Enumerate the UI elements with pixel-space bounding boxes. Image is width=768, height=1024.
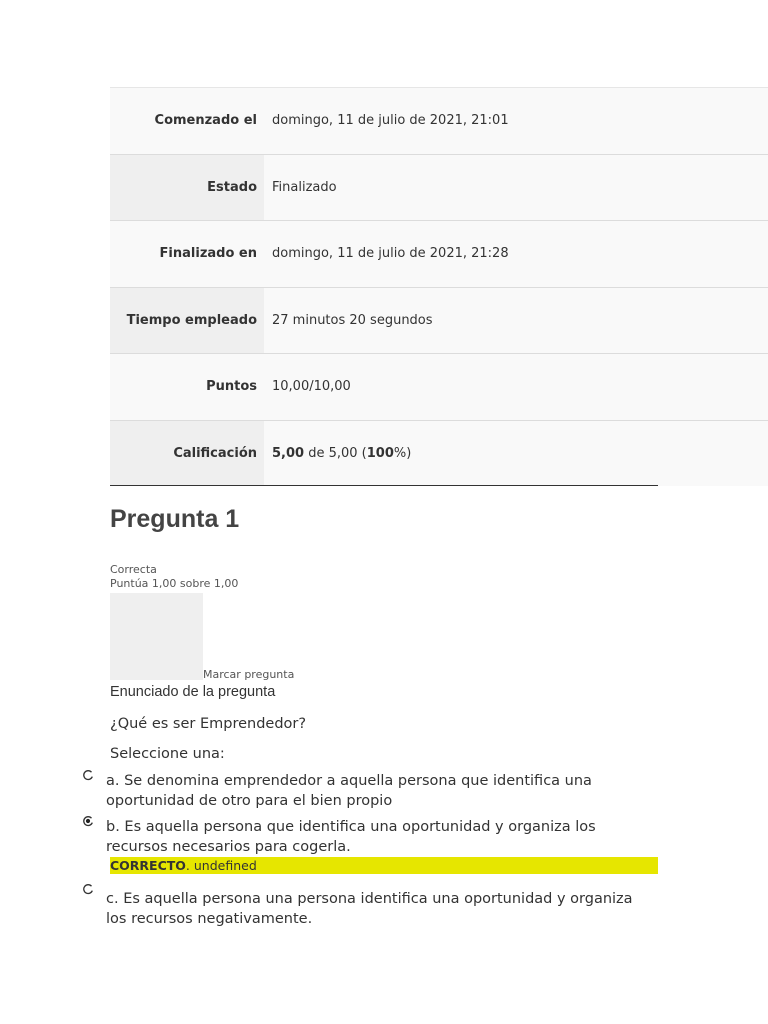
option-a[interactable]: a. Se denomina emprendedor a aquella persona que identifica una oportunidad de otro para el bien propio bbox=[106, 773, 592, 809]
summary-label: Finalizado en bbox=[159, 246, 257, 262]
summary-label: Calificación bbox=[110, 421, 264, 487]
summary-label: Puntos bbox=[206, 379, 257, 395]
attempt-summary-table bbox=[110, 87, 768, 486]
grade-score: 5,00 bbox=[272, 445, 305, 461]
select-prompt: Seleccione una: bbox=[110, 746, 225, 762]
summary-value: 27 minutos 20 segundos bbox=[272, 312, 433, 328]
radio-option-a-icon[interactable] bbox=[82, 769, 94, 781]
summary-label: Estado bbox=[110, 155, 264, 221]
summary-row-points bbox=[110, 353, 768, 420]
summary-row-started bbox=[110, 87, 768, 154]
summary-row-state bbox=[110, 154, 768, 221]
question-text: ¿Qué es ser Emprendedor? bbox=[110, 716, 307, 732]
question-statement-header: Enunciado de la pregunta bbox=[110, 684, 276, 700]
summary-label: Tiempo empleado bbox=[110, 288, 264, 354]
summary-value: Finalizado bbox=[272, 179, 337, 195]
radio-option-b-selected-icon[interactable] bbox=[82, 815, 94, 827]
summary-row-finished bbox=[110, 220, 768, 287]
summary-label: Comenzado el bbox=[154, 113, 257, 129]
flag-question-link[interactable]: Marcar pregunta bbox=[203, 668, 295, 681]
feedback-text: . undefined bbox=[185, 858, 257, 873]
question-info bbox=[110, 563, 238, 591]
summary-value: domingo, 11 de julio de 2021, 21:01 bbox=[272, 113, 509, 129]
table-divider bbox=[110, 485, 658, 486]
feedback-status: CORRECTO bbox=[110, 858, 186, 873]
grade-percent: 100 bbox=[366, 445, 394, 461]
grade-text-end: %) bbox=[393, 445, 412, 461]
summary-row-grade bbox=[110, 420, 768, 487]
flag-icon[interactable] bbox=[110, 593, 203, 680]
summary-value-grade bbox=[264, 421, 768, 487]
grade-text: de 5,00 ( bbox=[304, 445, 367, 461]
summary-value: domingo, 11 de julio de 2021, 21:28 bbox=[272, 246, 509, 262]
summary-value: 10,00/10,00 bbox=[272, 379, 351, 395]
question-title: Pregunta 1 bbox=[110, 505, 240, 533]
question-status: Correcta bbox=[110, 563, 157, 576]
option-b[interactable]: b. Es aquella persona que identifica una oportunidad y organiza los recursos necesarios para cogerla. bbox=[106, 819, 596, 855]
feedback-banner bbox=[110, 857, 658, 874]
radio-option-c-icon[interactable] bbox=[82, 883, 94, 895]
summary-row-time bbox=[110, 287, 768, 354]
question-score: Puntúa 1,00 sobre 1,00 bbox=[110, 577, 239, 590]
option-c[interactable]: c. Es aquella persona una persona identifica una oportunidad y organiza los recursos negativamente. bbox=[106, 891, 633, 927]
